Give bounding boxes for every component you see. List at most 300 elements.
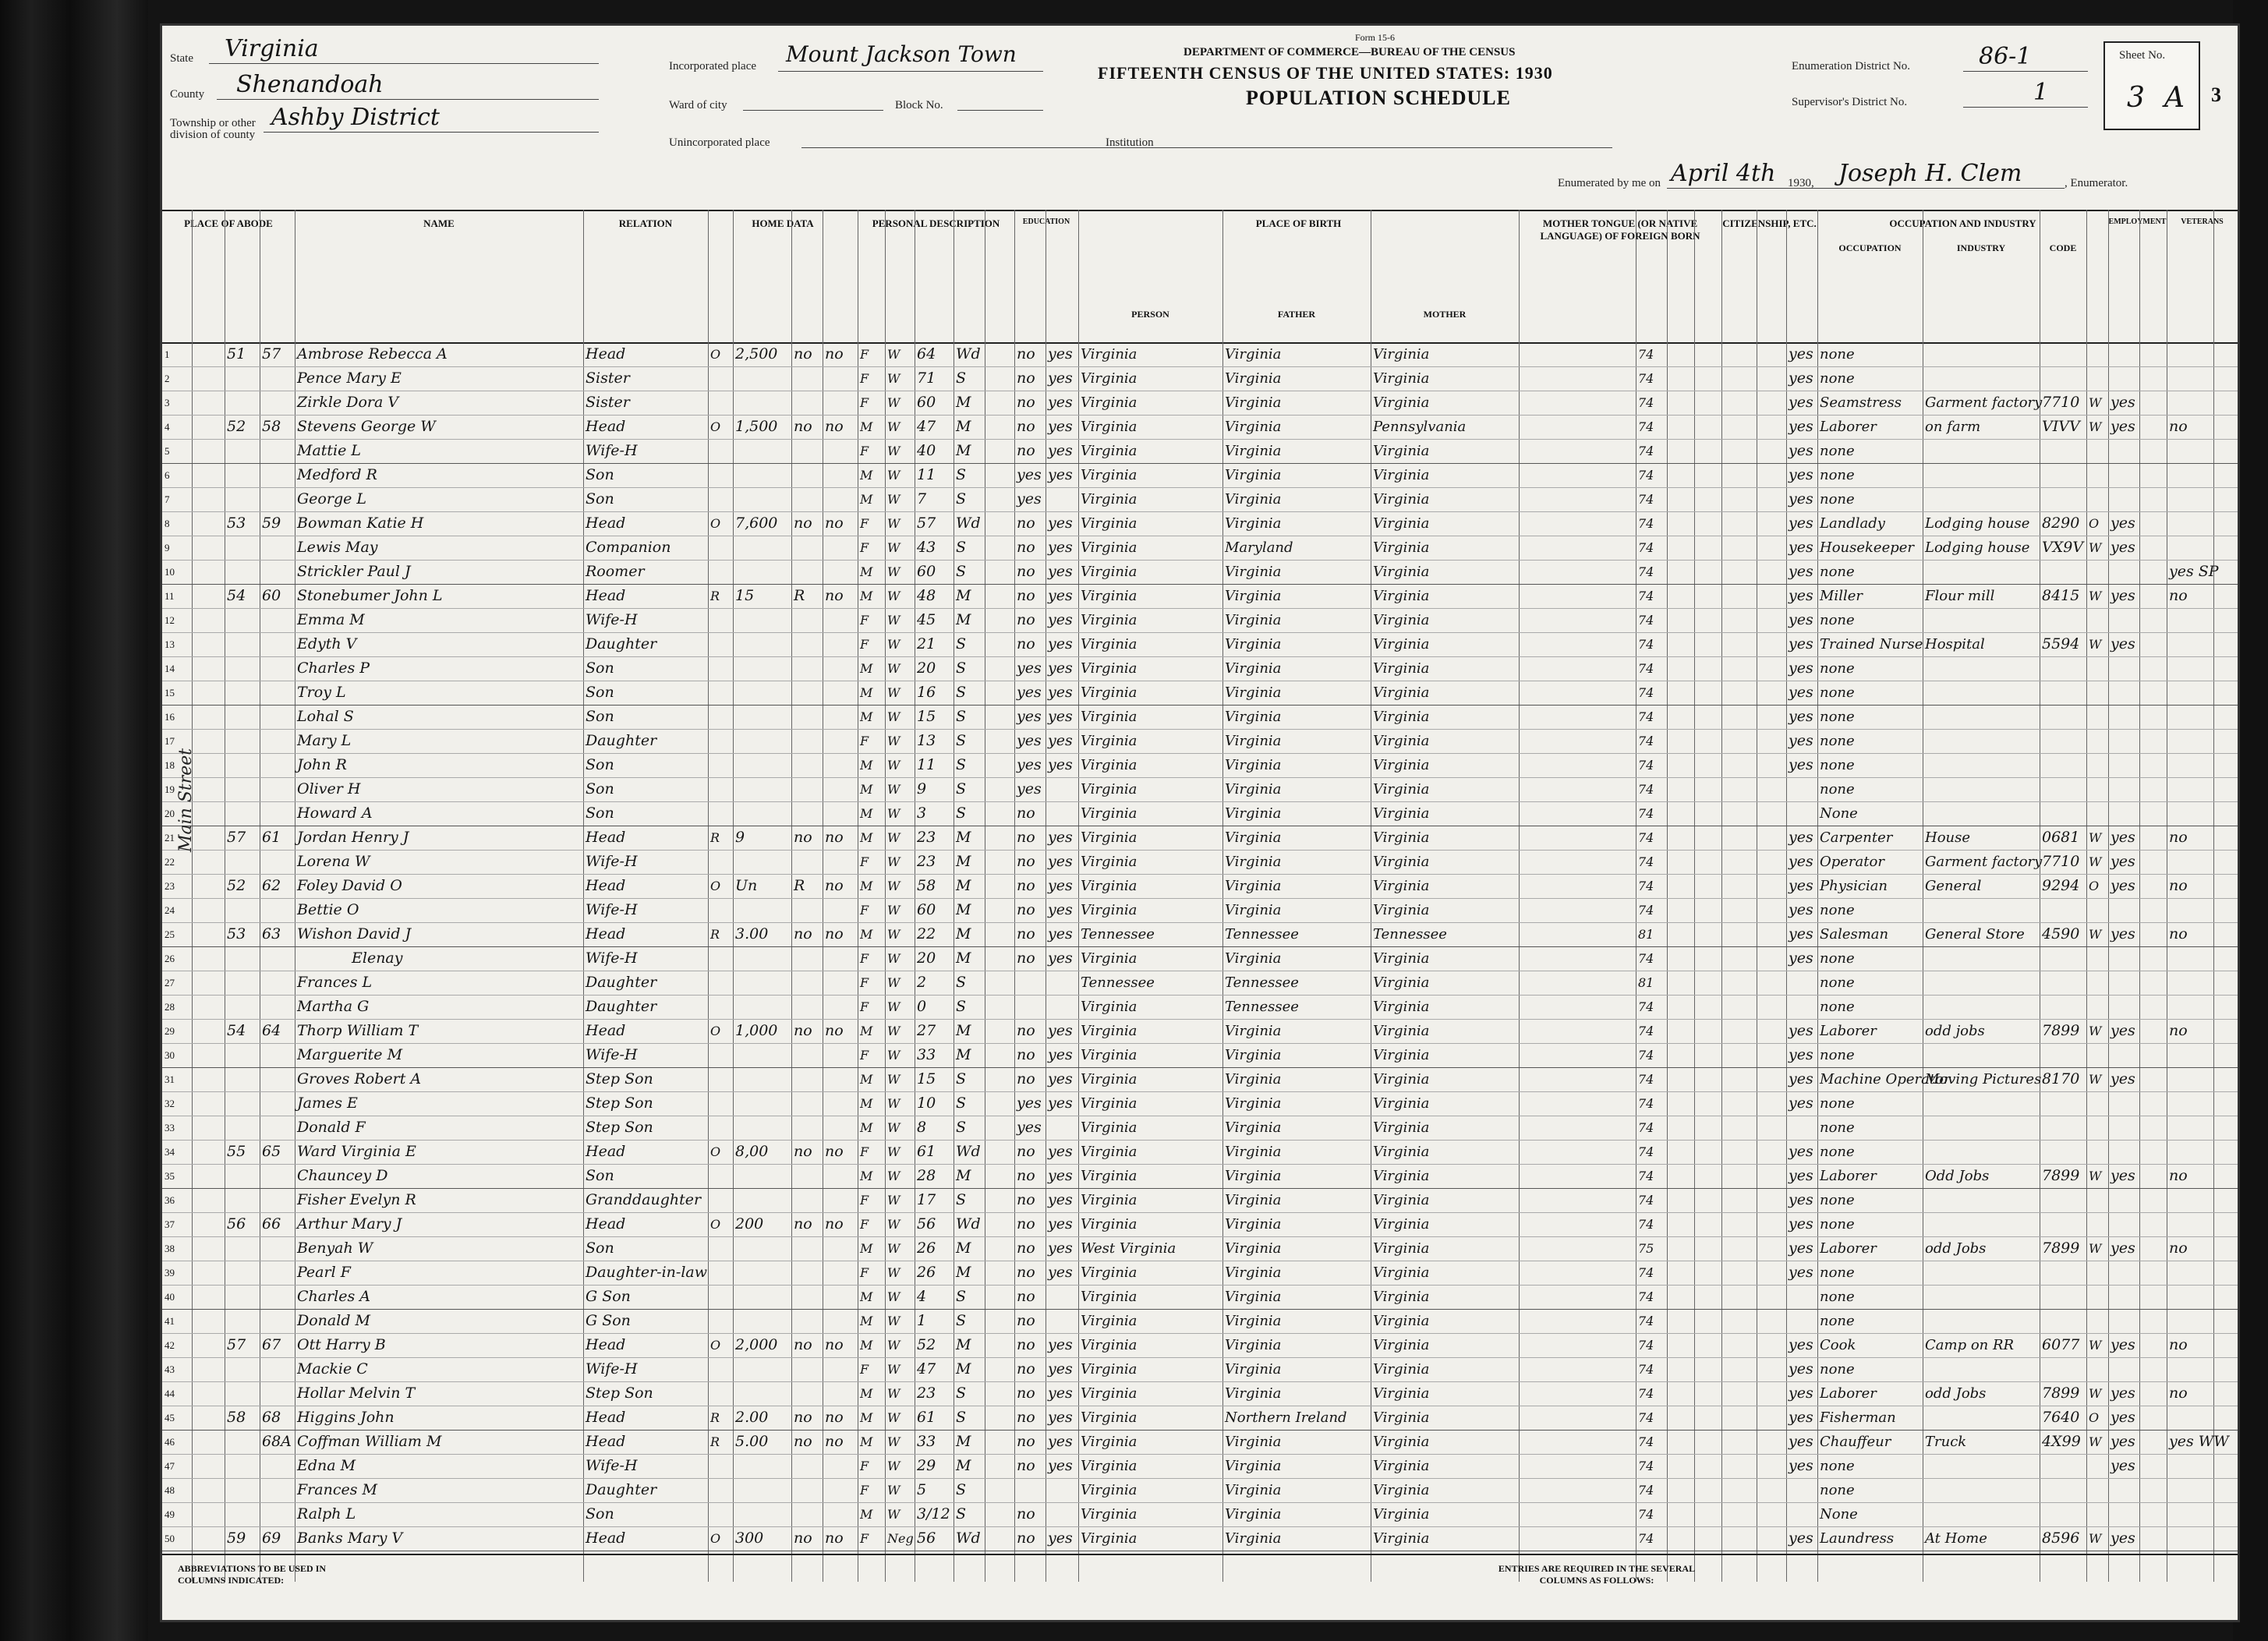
cell-name: Pence Mary E [297,370,402,387]
cell-ms: M [956,587,971,604]
cell-own [710,1188,731,1212]
cell-ind: Moving Pictures [1925,1071,2042,1088]
cell-fpob: Virginia [1225,612,1282,628]
cell-code: 74 [1638,1459,1654,1473]
cell-rel: Head [586,925,626,943]
cell-dw [227,777,258,801]
cell-read [1048,995,1077,1019]
cell-own: O [710,347,721,362]
cell-fpob: Virginia [1225,1385,1282,1402]
cell-n: 20 [165,808,175,819]
cell-sch: yes [1017,660,1042,677]
cell-vet [2169,511,2212,536]
cell-val: 1,000 [735,1022,778,1039]
cell-cw: W [2089,1338,2102,1353]
cell-own [710,1261,731,1285]
cell-read: yes [1048,1215,1073,1233]
cell-ind [1925,705,2038,729]
cell-fam [262,463,293,487]
header-group-relation: RELATION [618,218,673,229]
cell-farm [825,1116,856,1140]
cell-occ: none [1820,733,1855,749]
cell-cw [2089,1478,2107,1502]
cell-sex: M [860,1169,873,1183]
column-headers [162,210,2238,344]
cell-val [735,1236,790,1261]
cell-sex: M [860,1024,873,1038]
cell-eng: yes [1789,1046,1813,1063]
cell-ind: odd jobs [1925,1023,1985,1039]
cell-occ: Machine Operator [1820,1071,1951,1088]
cell-rel: Son [586,1167,614,1184]
cell-eng [1789,801,1816,826]
cell-dw [227,1430,258,1454]
cell-sex: M [860,1120,873,1135]
cell-dw [227,391,258,415]
cell-fpob: Virginia [1225,588,1282,604]
cell-mpob: Virginia [1373,1434,1430,1450]
cell-age: 60 [917,563,936,580]
cell-race: W [887,444,900,458]
cell-val [735,1381,790,1406]
cell-n: 33 [165,1122,175,1133]
census-row [162,898,2238,923]
cell-ocode: 8415 [2042,587,2080,604]
cell-name: Edna M [297,1457,356,1474]
cell-race: W [887,1507,900,1522]
cell-ms: M [956,442,971,459]
cell-vet [2169,1091,2212,1116]
ed-value: 86-1 [1979,43,2032,70]
cell-dw [227,1067,258,1091]
cell-n: 36 [165,1194,175,1206]
cell-ms: M [956,877,971,894]
cell-emp [2111,463,2138,487]
census-row [162,1236,2238,1261]
cell-val [735,391,790,415]
cell-n: 4 [165,421,170,433]
cell-mpob: Virginia [1373,1361,1430,1378]
cell-occ: none [1820,974,1855,991]
cell-occ: none [1820,1482,1855,1498]
cell-emp: yes [2111,1433,2135,1450]
cell-ocode [2042,342,2085,366]
cell-ind [1925,608,2038,632]
cell-ind: on farm [1925,419,1981,435]
cell-ind [1925,995,2038,1019]
cell-rel: Head [586,1433,626,1450]
cell-code: 74 [1638,1410,1654,1425]
cell-eng: yes [1789,394,1813,411]
cell-ind [1925,463,2038,487]
cell-eng: yes [1789,1385,1813,1402]
cell-ms: S [956,1288,967,1305]
cell-own [710,1454,731,1478]
cell-radio [794,391,821,415]
cell-eng: yes [1789,611,1813,628]
cell-mpob: Virginia [1373,1313,1430,1329]
census-row [162,1261,2238,1286]
cell-sch: no [1017,1433,1035,1450]
cell-ms: M [956,394,971,411]
cell-ms: M [956,1264,971,1281]
cell-dw [227,1164,258,1188]
cell-ms: S [956,563,967,580]
cell-vet [2169,995,2212,1019]
cell-name: Chauncey D [297,1167,388,1184]
cell-name: Banks Mary V [297,1530,403,1547]
census-sheet [160,23,2240,1622]
census-title: FIFTEENTH CENSUS OF THE UNITED STATES: 1930 [1098,63,1553,83]
cell-n: 49 [165,1508,175,1520]
cell-sch: no [1017,1336,1035,1353]
cell-ocode [2042,1309,2085,1333]
cell-dw: 57 [227,829,246,846]
cell-name: Wishon David J [297,925,412,943]
cell-pob: Virginia [1081,1313,1138,1329]
cell-mpob: Tennessee [1373,926,1447,943]
cell-sch: no [1017,1360,1035,1378]
cell-sch: no [1017,1046,1035,1063]
cell-pob: Virginia [1081,1216,1138,1233]
cell-radio [794,898,821,922]
sheet-header [162,26,2238,201]
birth-col-father: FATHER [1277,309,1316,320]
cell-farm: no [825,1143,844,1160]
cell-radio [794,1357,821,1381]
cell-farm: no [825,877,844,894]
cell-mpob: Virginia [1373,394,1430,411]
cell-sex: F [860,444,869,458]
cell-dw [227,946,258,971]
cell-occ: none [1820,346,1855,363]
cell-rel: Head [586,1215,626,1233]
cell-sch: yes [1017,732,1042,749]
cell-fpob: Virginia [1225,1216,1282,1233]
cell-eng [1789,1478,1816,1502]
cell-radio [794,536,821,560]
cell-radio [794,1309,821,1333]
cell-ocode: 0681 [2042,829,2080,846]
cell-ocode [2042,801,2085,826]
census-row [162,1116,2238,1141]
cell-code: 74 [1638,419,1654,434]
cell-val [735,632,790,656]
cell-val [735,1357,790,1381]
cell-eng: yes [1789,1457,1813,1474]
cell-radio [794,946,821,971]
cell-name: Emma M [297,611,365,628]
cell-ms: S [956,660,967,677]
cell-occ: none [1820,781,1855,798]
cell-ind [1925,439,2038,463]
cell-pob: Virginia [1081,346,1138,363]
cell-cw [2089,608,2107,632]
cell-read: yes [1048,394,1073,411]
cell-n: 40 [165,1291,175,1303]
census-row [162,946,2238,971]
cell-race: W [887,1217,900,1232]
cell-ms: S [956,1385,967,1402]
cell-dw [227,366,258,391]
cell-name: Stonebumer John L [297,587,443,604]
cell-cw [2089,1212,2107,1236]
cell-occ: Chauffeur [1820,1434,1891,1450]
cell-dw [227,536,258,560]
sheet-number-box [2103,41,2200,130]
cell-sex: M [860,709,873,724]
cell-radio [794,1236,821,1261]
cell-ind: General [1925,878,1982,894]
cell-vet [2169,1140,2212,1164]
cell-occ: none [1820,1313,1855,1329]
cell-eng: yes [1789,1215,1813,1233]
cell-ms: S [956,998,967,1015]
cell-mpob: Virginia [1373,443,1430,459]
cell-farm: no [825,1409,844,1426]
census-row [162,536,2238,561]
cell-fam [262,632,293,656]
cell-fpob: Virginia [1225,1506,1282,1523]
cell-name: Groves Robert A [297,1070,422,1088]
cell-read [1048,1116,1077,1140]
cell-code: 74 [1638,1531,1654,1546]
cell-ocode: VIVV [2042,418,2080,435]
cell-sex: M [860,758,873,773]
cell-mpob: Virginia [1373,467,1430,483]
cell-sch: no [1017,1505,1035,1523]
cell-age: 61 [917,1143,936,1160]
cell-cw [2089,995,2107,1019]
cell-own [710,1091,731,1116]
cell-dw [227,1285,258,1309]
cell-pob: Virginia [1081,878,1138,894]
cell-fpob: Virginia [1225,1264,1282,1281]
cell-farm: no [825,1336,844,1353]
cell-ind: House [1925,829,1971,846]
cell-read: yes [1048,1022,1073,1039]
cell-emp [2111,560,2138,584]
cell-n: 45 [165,1412,175,1423]
cell-read: yes [1048,660,1073,677]
cell-read: yes [1048,732,1073,749]
cell-read [1048,971,1077,995]
cell-sex: M [860,685,873,700]
occupation-col-industry: INDUSTRY [1956,242,2006,253]
cell-val [735,1502,790,1526]
census-row [162,632,2238,657]
cell-mpob: Virginia [1373,1264,1430,1281]
cell-read: yes [1048,1530,1073,1547]
cell-fpob: Virginia [1225,757,1282,773]
cell-name: Donald F [297,1119,366,1136]
cell-mpob: Virginia [1373,1530,1430,1547]
cell-n: 8 [165,518,170,529]
census-row [162,1019,2238,1044]
sheet-number: 3 [2127,82,2145,114]
cell-val [735,1164,790,1188]
cell-radio [794,753,821,777]
cell-radio: no [794,1433,812,1450]
cell-farm [825,656,856,681]
cell-ocode: 7640 [2042,1409,2080,1426]
cell-fpob: Virginia [1225,902,1282,918]
cell-dw [227,1357,258,1381]
cell-vet [2169,1043,2212,1067]
cell-race: W [887,1072,900,1087]
cell-race: W [887,1144,900,1159]
cell-mpob: Virginia [1373,1289,1430,1305]
cell-ocode [2042,560,2085,584]
cell-cw: W [2089,1072,2102,1087]
birth-col-person: PERSON [1131,309,1169,320]
header-group-occupation: OCCUPATION AND INDUSTRY [1889,218,2036,229]
cell-eng: yes [1789,1022,1813,1039]
cell-read: yes [1048,1046,1073,1063]
cell-age: 45 [917,611,936,628]
cell-mpob: Virginia [1373,1071,1430,1088]
cell-fam [262,1091,293,1116]
enumerator-name: Joseph H. Clem [1838,160,2022,187]
cell-rel: Step Son [586,1385,653,1402]
cell-race: W [887,1483,900,1498]
cell-emp [2111,729,2138,753]
cell-farm [825,1188,856,1212]
sheet-side: A [2164,82,2185,114]
cell-own [710,1043,731,1067]
cell-name: George L [297,490,367,508]
cell-age: 60 [917,394,936,411]
cell-rel: Head [586,877,626,894]
cell-pob: Virginia [1081,1385,1138,1402]
cell-fam [262,1478,293,1502]
cell-dw [227,1309,258,1333]
cell-eng: yes [1789,853,1813,870]
cell-ind [1925,1454,2038,1478]
cell-ocode [2042,1043,2085,1067]
cell-pob: Virginia [1081,394,1138,411]
cell-occ: none [1820,684,1855,701]
census-row [162,1526,2238,1551]
cell-fam: 65 [262,1143,281,1160]
cell-own [710,777,731,801]
cell-name: Martha G [297,998,370,1015]
cell-cw [2089,487,2107,511]
cell-mpob: Virginia [1373,346,1430,363]
cell-sch [1017,971,1044,995]
cell-fpob: Virginia [1225,443,1282,459]
incorporated-value: Mount Jackson Town [786,41,1017,67]
cell-read: yes [1048,466,1073,483]
cell-val [735,439,790,463]
cell-code: 74 [1638,830,1654,845]
cell-ind [1925,971,2038,995]
cell-code: 81 [1638,975,1654,990]
cell-name: Foley David O [297,877,402,894]
cell-sex: F [860,1144,869,1159]
cell-code: 74 [1638,1483,1654,1498]
cell-code: 74 [1638,734,1654,748]
cell-code: 74 [1638,1289,1654,1304]
cell-age: 11 [917,466,936,483]
schedule-title: POPULATION SCHEDULE [1246,87,1511,109]
cell-own: O [710,419,721,434]
cell-rel: Son [586,756,614,773]
cell-fpob: Virginia [1225,1458,1282,1474]
cell-fam [262,729,293,753]
cell-pob: Virginia [1081,1168,1138,1184]
cell-emp [2111,1140,2138,1164]
cell-dw: 53 [227,925,246,943]
census-row [162,656,2238,681]
cell-mpob: Virginia [1373,854,1430,870]
cell-mpob: Virginia [1373,491,1430,508]
cell-emp: yes [2111,1385,2135,1402]
cell-ocode [2042,995,2085,1019]
cell-n: 35 [165,1170,175,1182]
cell-race: W [887,1314,900,1328]
cell-emp: yes [2111,394,2135,411]
cell-vet: no [2169,587,2188,604]
cell-eng [1789,971,1816,995]
cell-age: 3/12 [917,1505,950,1523]
cell-radio [794,995,821,1019]
cell-occ: Cook [1820,1337,1856,1353]
cell-ms: S [956,732,967,749]
cell-own [710,1357,731,1381]
cell-cw [2089,1091,2107,1116]
cell-race: W [887,951,900,966]
cell-sch: yes [1017,684,1042,701]
cell-pob: Virginia [1081,1023,1138,1039]
cell-sch: no [1017,587,1035,604]
cell-fam [262,439,293,463]
cell-mpob: Virginia [1373,1119,1430,1136]
cell-sch: no [1017,901,1035,918]
cell-read: yes [1048,1360,1073,1378]
cell-fpob: Virginia [1225,829,1282,846]
cell-pob: Virginia [1081,1482,1138,1498]
cell-ind [1925,681,2038,705]
cell-radio [794,463,821,487]
cell-vet: no [2169,1385,2188,1402]
cell-emp: yes [2111,1167,2135,1184]
cell-own: R [710,1434,720,1449]
cell-occ: Operator [1820,854,1884,870]
cell-own [710,1164,731,1188]
cell-ms: M [956,1457,971,1474]
cell-name: Charles P [297,660,370,677]
ward-label: Ward of city [669,99,727,111]
cell-fam [262,1454,293,1478]
occupation-col-code: CODE [2049,242,2077,253]
cell-dw: 54 [227,1022,246,1039]
cell-ind [1925,946,2038,971]
cell-occ: none [1820,1047,1855,1063]
cell-val [735,850,790,874]
cell-emp: yes [2111,829,2135,846]
cell-ms: M [956,853,971,870]
cell-sch: no [1017,635,1035,653]
cell-eng [1789,1285,1816,1309]
cell-dw [227,1381,258,1406]
cell-pob: Virginia [1081,564,1138,580]
cell-radio: no [794,1530,812,1547]
cell-emp [2111,971,2138,995]
cell-ind [1925,1043,2038,1067]
header-group-education: EDUCATION [1022,218,1070,226]
cell-ind: At Home [1925,1530,1987,1547]
